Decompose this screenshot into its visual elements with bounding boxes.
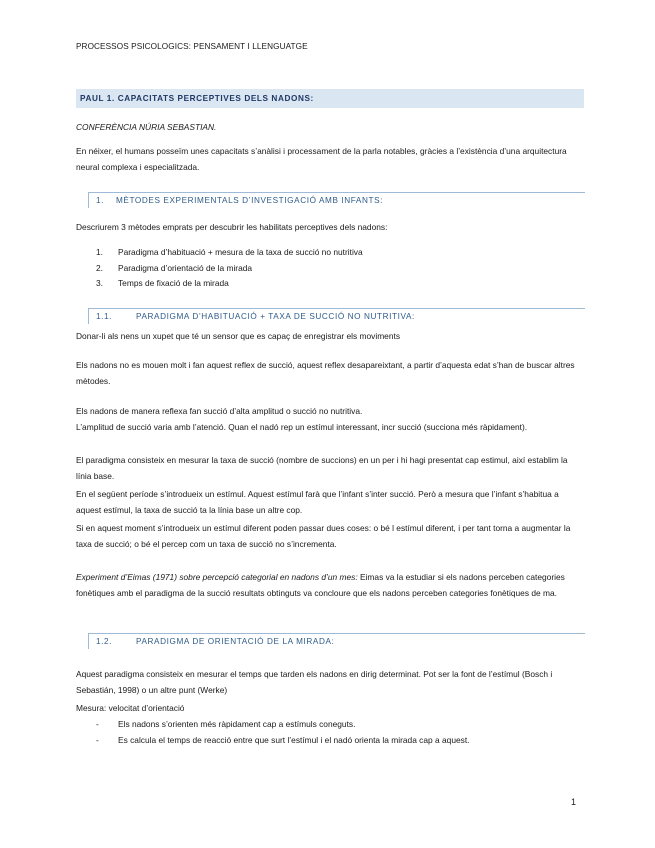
bullet-dash: - — [96, 735, 99, 745]
intro-paragraph: En néixer, el humans posseïm unes capacitats s’anàlisi i processament de la parla notables, gràcies a l’existència d’una arquitectura neural complexa i especialitzada. — [76, 146, 567, 172]
list-item — [96, 732, 566, 748]
section-1-heading — [96, 193, 604, 209]
section-1-2-heading — [96, 634, 604, 650]
section-1-2-title: PARADIGMA DE ORIENTACIÓ DE LA MIRADA: — [136, 637, 335, 646]
bullet-dash: - — [96, 719, 99, 729]
section-1-intro: Descriurem 3 mètodes emprats per descubrir les habilitats perceptives dels nadons: — [76, 222, 388, 232]
paragraph: En el següent període s’introdueix un estímul. Aquest estímul farà que l’infant s’inter succió. Però a mesura que l’infant s’habitua a aquest estímul, la taxa de succió ta la línia base un altre cop. — [76, 489, 559, 515]
list-item — [96, 275, 566, 291]
section-1-number: 1. — [96, 196, 105, 205]
list-item — [96, 716, 566, 732]
paragraph: Els nadons de manera reflexa fan succió d’alta amplitud o succió no nutritiva. — [76, 406, 363, 416]
eimas-italic: Experiment d’Eimas (1971) sobre percepció categorial en nadons d’un mes: — [76, 572, 358, 582]
paragraph: Si en aquest moment s’introdueix un estímul diferent poden passar dues coses: o bé l estímul diferent, i per tant torna a augmentar la taxa de succió; o bé el percep com un taxa de succió no s’incrementa. — [76, 523, 571, 549]
list-item — [96, 244, 566, 260]
conference-line: CONFERÈNCIA NÚRIA SEBASTIAN. — [76, 122, 217, 132]
paragraph: L’amplitud de succió varia amb l’atenció. Quan el nadó rep un estímul interessant, incr succió (succiona més ràpidament). — [76, 422, 528, 432]
section-1-1-number: 1.1. — [96, 312, 113, 321]
page-number: 1 — [571, 797, 577, 807]
list-text: Paradigma d’habituació + mesura de la taxa de succió no nutritiva — [118, 247, 363, 257]
list-text: Paradigma d’orientació de la mirada — [118, 263, 253, 273]
list-number: 3. — [96, 278, 103, 288]
document-title: PAUL 1. CAPACITATS PERCEPTIVES DELS NADONS: — [80, 94, 314, 103]
list-number: 2. — [96, 263, 103, 273]
paragraph: El paradigma consisteix en mesurar la taxa de succió (nombre de succions) en un per i hi hagi presentat cap estimul, així establim la línia base. — [76, 455, 568, 481]
page-header: PROCESSOS PSICOLOGICS: PENSAMENT I LLENGUATGE — [76, 42, 308, 51]
section-1-1-heading — [96, 309, 604, 325]
list-text: Temps de fixació de la mirada — [118, 278, 229, 288]
section-1-1-title: PARADIGMA D’HABITUACIÓ + TAXA DE SUCCIÓ NO NUTRITIVA: — [136, 312, 415, 321]
paragraph: Donar-li als nens un xupet que té un sensor que es capaç de enregistrar els moviments — [76, 331, 401, 341]
list-text: Els nadons s’orienten més ràpidament cap a estímuls coneguts. — [118, 719, 356, 729]
paragraph-eimas — [76, 569, 584, 601]
list-text: Es calcula el temps de reacció entre que surt l’estímul i el nadó orienta la mirada cap a aquest. — [118, 735, 470, 745]
paragraph: Aquest paradigma consisteix en mesurar el temps que tarden els nadons en dirig determinat. Pot ser la font de l’estímul (Bosch i Sebastián, 1998) o un altre punt (Werke) — [76, 669, 553, 695]
list-item — [96, 260, 566, 276]
eimas-text: Eimas va la estudiar si els nadons perceben categories fonètiques amb el paradigma de la succió resultats obtinguts va concloure que els nadons perceben categories fonètiques de ma. — [76, 572, 565, 598]
section-1-2-number: 1.2. — [96, 637, 113, 646]
paragraph: Els nadons no es mouen molt i fan aquest reflex de succió, aquest reflex desapareixtant, a partir d’aquesta edat s’han de buscar altres mètodes. — [76, 360, 575, 386]
paragraph: Mesura: velocitat d’orientació — [76, 703, 185, 713]
list-number: 1. — [96, 247, 103, 257]
section-1-title: MÈTODES EXPERIMENTALS D’INVESTIGACIÓ AMB INFANTS: — [116, 196, 384, 205]
